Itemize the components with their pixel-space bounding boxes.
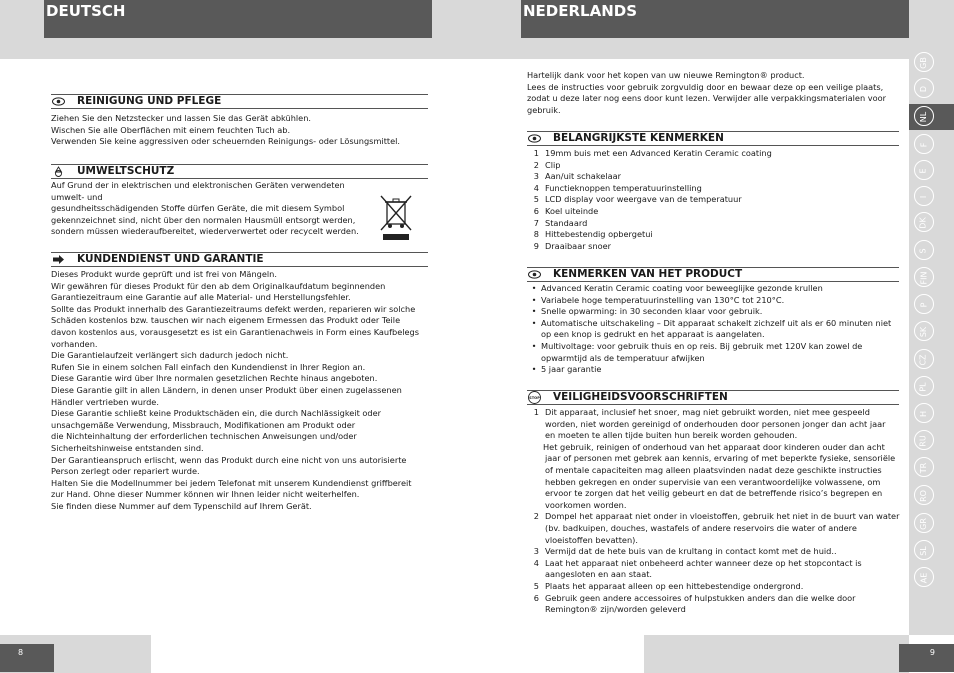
list-item [527, 283, 907, 295]
language-tab-i[interactable] [914, 186, 934, 206]
item-text: Snelle opwarming: in 30 seconden klaar voor gebruik. [541, 306, 763, 317]
product-bullets [527, 283, 907, 376]
section-body-umweltschutz [51, 180, 371, 238]
item-number: 2 [533, 159, 539, 170]
page-title-left: DEUTSCH [44, 0, 432, 38]
list-item [527, 453, 903, 465]
language-tab-label: SL [918, 546, 928, 556]
text-line: die Nichteinhaltung der erforderlichen technischen Anweisungen und/oder [51, 431, 357, 442]
item-number: 9 [533, 240, 539, 251]
item-text: Variabele hoge temperatuurinstelling van 130°C tot 210°C. [541, 294, 785, 305]
list-item [527, 318, 907, 330]
sidebar-top [909, 0, 954, 38]
item-text: Plaats het apparaat alleen op een hittebestendige ondergrond. [545, 580, 804, 591]
page-number-left: 8 [0, 644, 54, 672]
item-text: Aan/uit schakelaar [545, 171, 621, 182]
text-line: Person zerlegt oder repariert wurde. [51, 466, 200, 477]
list-item [527, 407, 903, 419]
language-tab-h[interactable] [914, 403, 934, 423]
bullet-icon: • [531, 340, 537, 351]
language-tab-label: FIN [918, 271, 928, 285]
section-header-kenmerken [527, 131, 899, 146]
item-number: 6 [533, 592, 539, 603]
language-tab-label: NL [918, 111, 928, 123]
text-line: Diese Garantie wird über Ihre normalen gesetzlichen Rechte hinaus angeboten. [51, 373, 378, 384]
text-line: gekennzeichnet sind, nicht über den normalen Hausmüll entsorgt werden, [51, 214, 356, 225]
item-number: 1 [533, 407, 539, 417]
list-item [527, 229, 907, 241]
item-text: aangesloten en aan staat. [545, 569, 653, 580]
section-header-umweltschutz [51, 164, 428, 179]
features-list [527, 148, 907, 252]
section-title: BELANGRIJKSTE KENMERKEN [553, 132, 724, 144]
language-tab-d[interactable] [914, 78, 934, 98]
text-line: Wischen Sie alle Oberflächen mit einem feuchten Tuch ab. [51, 124, 291, 135]
section-title: KENMERKEN VAN HET PRODUCT [553, 268, 743, 280]
list-item [527, 558, 903, 570]
text-line: sondern müssen wiederaufbereitet, wiederverwertet oder recycelt werden. [51, 226, 359, 237]
list-item [527, 218, 907, 230]
text-line: Die Garantielaufzeit verlängert sich dadurch jedoch nicht. [51, 350, 289, 361]
language-tab-label: F [918, 142, 928, 148]
language-tab-label: SK [918, 326, 928, 338]
text-line: zodat u deze later nog eens door kunt lezen. Verwijder alle verpakkingsmaterialen voor [527, 93, 886, 104]
language-tab-label: H [918, 410, 928, 418]
text-line: gesundheitsschädigenden Stoffe dürfen Geräte, die mit diesem Symbol [51, 203, 345, 214]
text-line: Halten Sie die Modellnummer bei jedem Telefonat mit unserem Kundendienst griffbereit [51, 477, 412, 488]
section-title: REINIGUNG UND PFLEGE [77, 95, 222, 107]
intro-text [527, 70, 907, 116]
list-item [527, 569, 903, 581]
section-header-product [527, 267, 899, 282]
list-item [527, 171, 907, 183]
bullet-icon: • [531, 364, 537, 375]
language-tab-pl[interactable] [914, 376, 934, 396]
text-line: Ziehen Sie den Netzstecker und lassen Sie das Gerät abkühlen. [51, 113, 312, 123]
language-tab-label: CZ [918, 354, 928, 366]
language-tab-sl[interactable] [914, 540, 934, 560]
item-text: Automatische uitschakeling – Dit apparaat schakelt zichzelf uit als er 60 minuten niet [541, 317, 892, 328]
list-item [527, 477, 903, 489]
language-tab-label: PL [919, 382, 928, 392]
item-text: voorkomen worden. [545, 499, 627, 510]
list-item [527, 419, 903, 431]
item-text: op een knop is gedrukt en het apparaat is aangelaten. [541, 329, 765, 340]
item-text: Advanced Keratin Ceramic coating voor beweeglijke gezonde krullen [541, 283, 823, 293]
item-text: LCD display voor weergave van de temperatuur [545, 194, 742, 205]
list-item [527, 341, 907, 353]
language-tab-tr[interactable] [914, 457, 934, 477]
item-number: 7 [533, 217, 539, 228]
language-tab-label: GB [919, 57, 928, 69]
language-tab-label: D [918, 85, 928, 93]
item-text: 5 jaar garantie [541, 364, 602, 375]
language-tab-label: S [918, 248, 928, 254]
language-tab-fin[interactable] [914, 267, 934, 287]
item-text: worden, niet worden gereinigd of onderhouden door personen jonger dan acht jaar [545, 418, 886, 429]
language-tab-gb[interactable] [914, 52, 934, 72]
language-tab-p[interactable] [914, 294, 934, 314]
list-item [527, 604, 903, 616]
item-text: Draaibaar snoer [545, 240, 612, 251]
text-line: Diese Garantie schließt keine Produktschäden ein, die durch Nachlässigkeit oder [51, 408, 382, 419]
eye-icon [528, 269, 541, 280]
list-item [527, 306, 907, 318]
text-line: Sicherheitshinweise entstanden sind. [51, 442, 204, 453]
section-header-kundendienst [51, 252, 428, 267]
text-line: Garantiezeitraum eine Garantie auf alle Material- und Herstellungsfehler. [51, 292, 351, 303]
list-item [527, 183, 907, 195]
safety-list [527, 407, 903, 616]
item-text: Het gebruik, reinigen of onderhoud van het apparaat door kinderen ouder dan acht [543, 441, 885, 452]
bullet-icon: • [531, 306, 537, 317]
text-line: Dieses Produkt wurde geprüft und ist frei von Mängeln. [51, 269, 277, 279]
list-item [527, 442, 903, 454]
eye-icon [52, 96, 65, 107]
list-item [527, 465, 903, 477]
language-tab-dk[interactable] [914, 212, 934, 232]
item-number: 3 [533, 171, 539, 182]
item-number: 5 [533, 580, 539, 591]
list-item [527, 546, 903, 558]
stop-label: STOP [529, 396, 540, 400]
item-number: 4 [533, 557, 539, 568]
list-item [527, 593, 903, 605]
item-text: Remington® zijn/worden geleverd [545, 604, 686, 615]
list-item [527, 488, 903, 500]
language-tab-label: AE [919, 572, 928, 584]
list-item [527, 500, 903, 512]
item-text: (bv. badkuipen, douches, wastafels of andere reservoirs die water of andere [545, 522, 857, 533]
item-text: Laat het apparaat niet onbeheerd achter wanneer deze op het stopcontact is [545, 557, 862, 568]
item-text: Hittebestendig opbergetui [545, 229, 653, 240]
list-item [527, 511, 903, 523]
page-title-right: NEDERLANDS [521, 0, 909, 38]
section-header-veiligheid [527, 390, 899, 405]
crossed-bin-icon [378, 194, 414, 242]
list-item [527, 581, 903, 593]
item-number: 2 [533, 511, 539, 522]
item-number: 4 [533, 182, 539, 193]
list-item [527, 523, 903, 535]
item-number: 8 [533, 229, 539, 240]
language-tab-label: E [919, 168, 928, 174]
arrow-right-icon [52, 254, 65, 265]
bullet-icon: • [531, 294, 537, 305]
text-line: Rufen Sie in einem solchen Fall einfach den Kundendienst in Ihrer Region an. [51, 361, 366, 372]
section-title: VEILIGHEIDSVOORSCHRIFTEN [553, 391, 728, 403]
list-item [527, 430, 903, 442]
bullet-icon: • [531, 283, 537, 293]
language-tab-sk[interactable] [914, 321, 934, 341]
item-text: jaar of personen met gebrek aan kennis, ervaring of met beperkte fysieke, sensoriële [545, 453, 896, 464]
language-tab-label: TR [918, 462, 928, 474]
item-text: opwarmtijd als de temperatuur afwijken [541, 352, 705, 363]
section-body-reinigung [51, 113, 429, 148]
section-title: UMWELTSCHUTZ [77, 165, 175, 177]
list-item [527, 241, 907, 253]
item-text: en moeten te allen tijde buiten hun bereik worden gehouden. [545, 430, 798, 441]
language-tab-f[interactable] [914, 134, 934, 154]
item-text: Functieknoppen temperatuurinstelling [545, 182, 702, 193]
item-number: 6 [533, 205, 539, 216]
text-line: Diese Garantie gilt in allen Ländern, in denen unser Produkt über einen zugelassenen [51, 384, 402, 395]
list-item [527, 160, 907, 172]
item-text: Standaard [545, 217, 588, 228]
item-text: Clip [545, 159, 561, 170]
list-item [527, 206, 907, 218]
list-item [527, 535, 903, 547]
section-title: KUNDENDIENST UND GARANTIE [77, 253, 264, 265]
language-tab-label: DK [919, 217, 928, 229]
language-tab-e[interactable] [914, 160, 934, 180]
item-text: ervoor te zorgen dat het veilig gebeurt en dat de betreffende risico’s begrepen en [545, 488, 883, 499]
text-line: Hartelijk dank voor het kopen van uw nieuwe Remington® product. [527, 70, 805, 80]
list-item [527, 148, 907, 160]
language-tab-label: RU [918, 435, 928, 447]
recycle-icon [52, 166, 65, 177]
text-line: gebruik. [527, 104, 561, 115]
list-item [527, 353, 907, 365]
text-line: Der Garantieanspruch erlischt, wenn das Produkt durch eine nicht von uns autorisierte [51, 454, 407, 465]
text-line: davon kostenlos aus, vorausgesetzt es ist ein Garantienachweis in Form eines Kaufbelegs [51, 326, 420, 337]
item-text: Gebruik geen andere accessoires of hulpstukken anders dan die welke door [545, 592, 856, 603]
item-text: Koel uiteinde [545, 205, 599, 216]
stop-icon [528, 392, 541, 403]
item-text: 19mm buis met een Advanced Keratin Ceramic coating [545, 148, 772, 158]
language-tab-cz[interactable] [914, 349, 934, 369]
item-text: Dit apparaat, inclusief het snoer, mag niet gebruikt worden, niet mee gespeeld [545, 407, 870, 417]
item-text: of mentale capaciteiten mag alleen plaatsvinden nadat deze geschikte instructies [545, 464, 882, 475]
item-text: Vermijd dat de hete buis van de krultang in contact komt met de huid.. [545, 546, 837, 557]
item-text: Multivoltage: voor gebruik thuis en op reis. Bij gebruik met 120V kan zowel de [541, 340, 863, 351]
text-line: Sollte das Produkt innerhalb des Garantiezeitraums defekt werden, reparieren wir solche [51, 303, 416, 314]
text-line: Händler vertrieben wurde. [51, 396, 159, 407]
text-line: zur Hand. Ohne dieser Nummer können wir Ihnen leider nicht weiterhelfen. [51, 489, 360, 500]
text-line: Verwenden Sie keine aggressiven oder scheuernden Reinigungs- oder Lösungsmittel. [51, 136, 401, 147]
language-tab-label: I [918, 195, 928, 199]
eye-icon [528, 133, 541, 144]
language-tab-ru[interactable] [914, 430, 934, 450]
language-tab-ae[interactable] [914, 567, 934, 587]
item-text: Dompel het apparaat niet onder in vloeistoffen, gebruik het niet in de buurt van water [545, 511, 900, 522]
text-line: Lees de instructies voor gebruik zorgvuldig door en bewaar deze op een veilige plaats, [527, 81, 884, 92]
text-line: Auf Grund der in elektrischen und elektronischen Geräten verwendeten umwelt- und [51, 180, 345, 202]
section-body-kundendienst [51, 269, 429, 512]
language-tab-ro[interactable] [914, 485, 934, 505]
footer-band-right [644, 635, 909, 673]
text-line: unsachgemäße Verwendung, Missbrauch, Modifikationen am Produkt oder [51, 419, 356, 430]
item-number: 3 [533, 546, 539, 557]
page-number-right: 9 [899, 644, 954, 672]
language-tab-label: RO [918, 490, 928, 502]
item-number: 5 [533, 194, 539, 205]
list-item [527, 194, 907, 206]
text-line: Wir gewähren für dieses Produkt für den ab dem Originalkaufdatum beginnenden [51, 280, 386, 291]
text-line: Sie finden diese Nummer auf dem Typenschild auf Ihrem Gerät. [51, 500, 312, 511]
text-line: Schäden kostenlos bzw. tauschen wir nach eigenem Ermessen das Produkt oder Teile [51, 315, 401, 326]
text-line: vorhanden. [51, 338, 98, 349]
language-tab-gr[interactable] [914, 513, 934, 533]
language-tab-s[interactable] [914, 240, 934, 260]
bullet-icon: • [531, 317, 537, 328]
list-item [527, 295, 907, 307]
item-number: 1 [533, 148, 539, 158]
item-text: vloeistoffen bevatten). [545, 534, 638, 545]
section-header-reinigung [51, 94, 428, 109]
language-tab-label: P [918, 302, 928, 308]
list-item [527, 329, 907, 341]
item-text: hebben gekregen en onder supervisie van een verantwoordelijke volwassene, om [545, 476, 881, 487]
language-tab-label: GR [918, 518, 928, 530]
list-item [527, 364, 907, 376]
language-tab-nl[interactable] [914, 106, 934, 126]
